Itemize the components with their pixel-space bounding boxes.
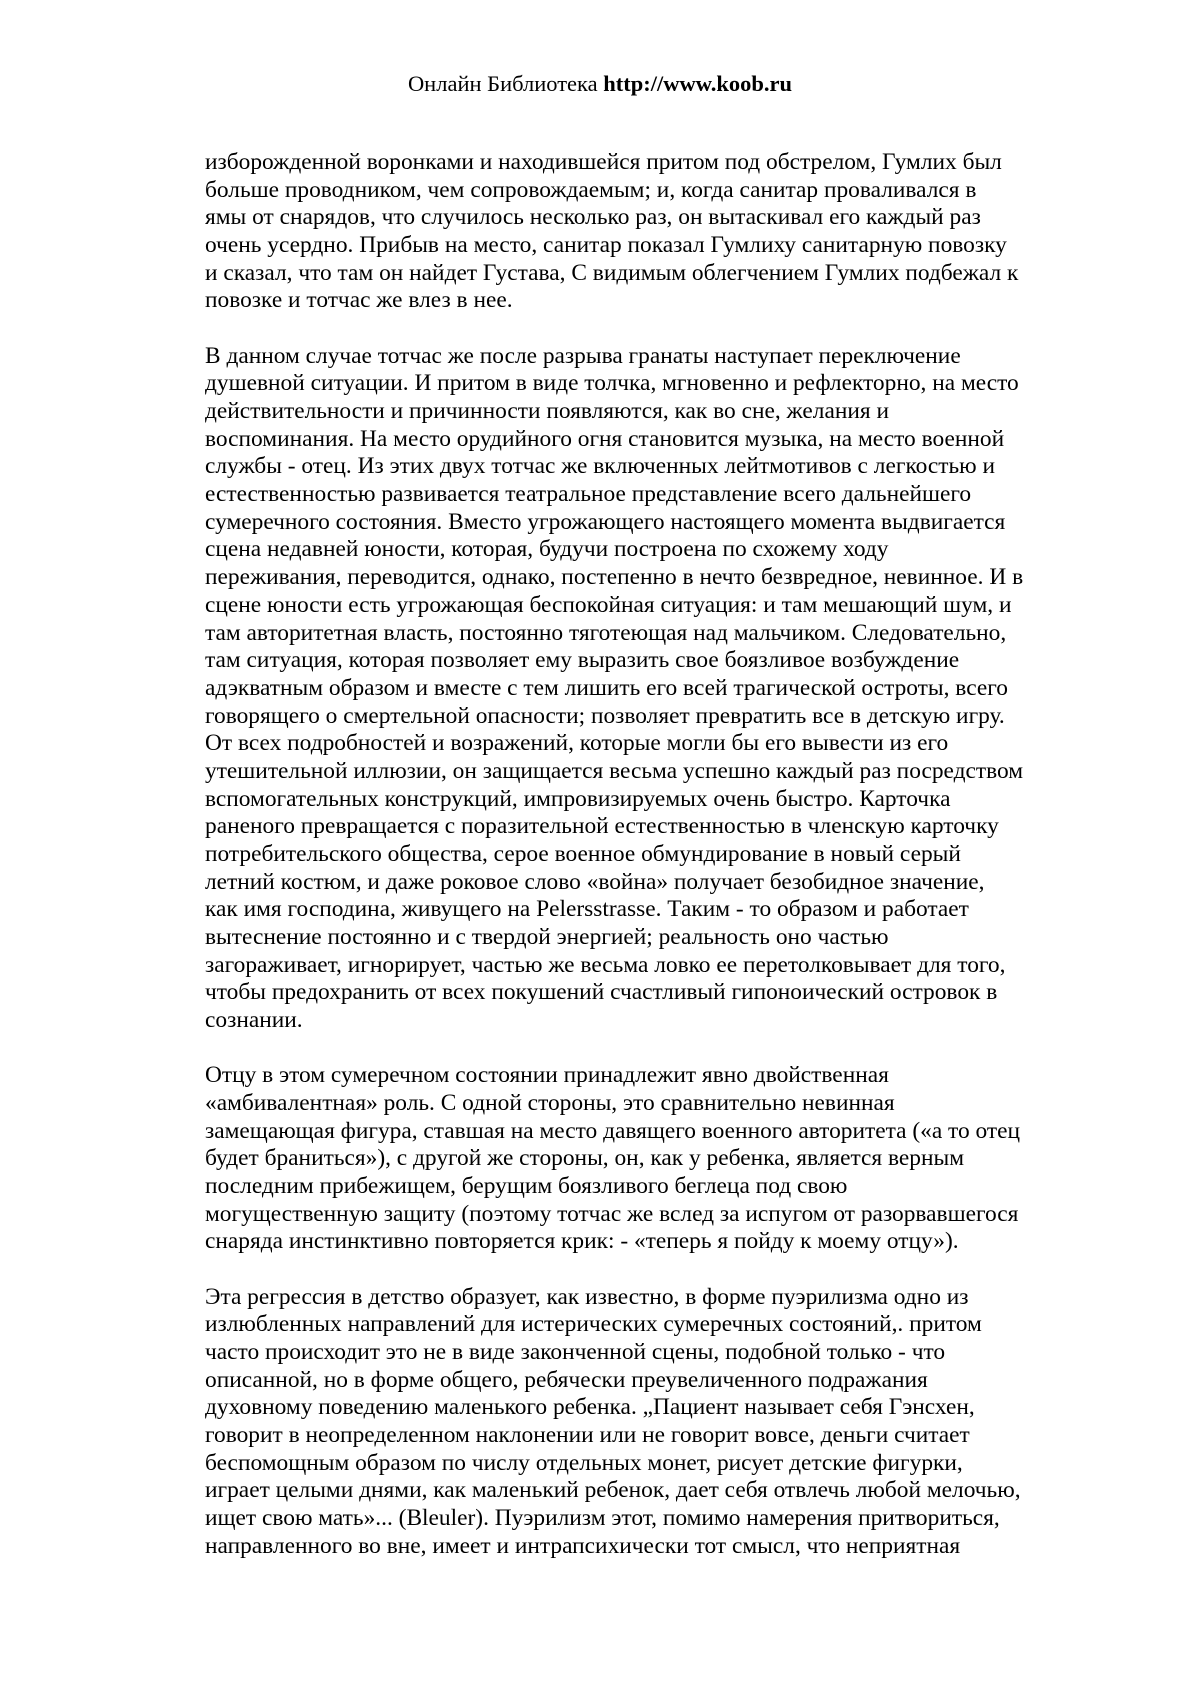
text-line: загораживает, игнорирует, частью же весьма ловко ее перетолковывает для того, [205, 951, 1006, 978]
text-line: душевной ситуации. И притом в виде толчка, мгновенно и рефлекторно, на место [205, 370, 1019, 397]
text-line: службы - отец. Из этих двух тотчас же включенных лейтмотивов с легкостью и [205, 453, 996, 480]
text-line: «амбивалентная» роль. С одной стороны, это сравнительно невинная [205, 1090, 895, 1116]
text-line: играет целыми днями, как маленький ребенок, дает себя отвлечь любой мелочью, [205, 1477, 1021, 1504]
text-line: изборожденной воронками и находившейся притом под обстрелом, Гумлих был [205, 149, 1002, 175]
text-line: чтобы предохранить от всех покушений счастливый гипоноический островок в [205, 979, 998, 1006]
text-line: От всех подробностей и возражений, которые могли бы его вывести из его [205, 730, 949, 757]
document-body [205, 149, 1105, 1588]
text-line: потребительского общества, серое военное обмундирование в новый серый [205, 841, 961, 867]
text-line: вытеснение постоянно и с твердой энергией; реальность оно частью [205, 924, 889, 951]
text-line: как имя господина, живущего на Pelersstrasse. Таким - то образом и работает [205, 896, 969, 923]
text-line: будет браниться»), с другой же стороны, он, как у ребенка, является верным [205, 1145, 965, 1172]
text-line: снаряда инстинктивно повторяется крик: - «теперь я пойду к моему отцу»). [205, 1228, 959, 1255]
paragraph [205, 1062, 1105, 1256]
text-line: утешительной иллюзии, он защищается весьма успешно каждый раз посредством [205, 757, 1024, 784]
paragraph [205, 343, 1105, 1035]
text-line: и сказал, что там он найдет Густава, С видимым облегчением Гумлих подбежал к [205, 259, 1019, 286]
text-line: сознании. [205, 1007, 303, 1034]
text-line: больше проводником, чем сопровождаемым; и, когда санитар проваливался в [205, 176, 977, 203]
text-line: говорит в неопределенном наклонении или не говорит вовсе, деньги считает [205, 1422, 970, 1449]
text-line: очень усердно. Прибыв на место, санитар показал Гумлиху санитарную повозку [205, 232, 1007, 259]
text-line: часто происходит это не в виде законченной сцены, подобной только - что [205, 1339, 946, 1365]
text-line: действительности и причинности появляются, как во сне, желания и [205, 398, 889, 424]
text-line: ищет свою мать»... (Bleuler). Пуэрилизм этот, помимо намерения притвориться, [205, 1505, 1000, 1532]
text-line: Отцу в этом сумеречном состоянии принадлежит явно двойственная [205, 1062, 889, 1089]
paragraph [205, 149, 1105, 315]
text-line: вспомогательных конструкций, импровизируемых очень быстро. Карточка [205, 785, 951, 812]
text-line: раненого превращается с поразительной естественностью в членскую карточку [205, 813, 999, 840]
text-line: сцена недавней юности, которая, будучи построена по схожему ходу [205, 536, 889, 563]
library-label: Онлайн Библиотека [407, 71, 598, 96]
text-line: сцене юности есть угрожающая беспокойная ситуация: и там мешающий шум, и [205, 591, 1012, 618]
paragraph [205, 1284, 1105, 1561]
page-header [0, 70, 1200, 98]
text-line: переживания, переводится, однако, постепенно в нечто безвредное, невинное. И в [205, 564, 1024, 591]
text-line: там авторитетная власть, постоянно тяготеющая над мальчиком. Следовательно, [205, 619, 1007, 646]
text-line: повозке и тотчас же влез в нее. [205, 287, 513, 314]
text-line: могущественную защиту (поэтому тотчас же вслед за испугом от разорвавшегося [205, 1200, 1019, 1227]
library-url-link[interactable]: http://www.koob.ru [603, 71, 793, 96]
text-line: Эта регрессия в детство образует, как известно, в форме пуэрилизма одно из [205, 1283, 969, 1310]
text-line: говорящего о смертельной опасности; позволяет превратить все в детскую игру. [205, 702, 1005, 729]
text-line: беспомощным образом по числу отдельных монет, рисует детские фигурки, [205, 1449, 963, 1476]
text-line: духовному поведению маленького ребенка. „Пациент называет себя Гэнсхен, [205, 1394, 975, 1421]
text-line: направленного во вне, имеет и интрапсихически тот смысл, что неприятная [205, 1532, 961, 1559]
text-line: адэкватным образом и вместе с тем лишить его всей трагической остроты, всего [205, 674, 1008, 701]
text-line: естественностью развивается театральное представление всего дальнейшего [205, 481, 972, 508]
text-line: летний костюм, и даже роковое слово «война» получает безобидное значение, [205, 868, 985, 895]
text-line: замещающая фигура, ставшая на место давящего военного авторитета («а то отец [205, 1117, 1021, 1144]
text-line: там ситуация, которая позволяет ему выразить свое боязливое возбуждение [205, 647, 960, 674]
text-line: воспоминания. На место орудийного огня становится музыка, на место военной [205, 425, 1005, 452]
text-line: описанной, но в форме общего, ребячески преувеличенного подражания [205, 1366, 928, 1393]
text-line: излюбленных направлений для истерических сумеречных состояний,. притом [205, 1311, 982, 1338]
text-line: сумеречного состояния. Вместо угрожающего настоящего момента выдвигается [205, 508, 1006, 535]
text-line: В данном случае тотчас же после разрыва гранаты наступает переключение [205, 342, 961, 369]
text-line: ямы от снарядов, что случилось несколько раз, он вытаскивал его каждый раз [205, 204, 981, 231]
text-line: последним прибежищем, берущим боязливого беглеца под свою [205, 1173, 848, 1200]
